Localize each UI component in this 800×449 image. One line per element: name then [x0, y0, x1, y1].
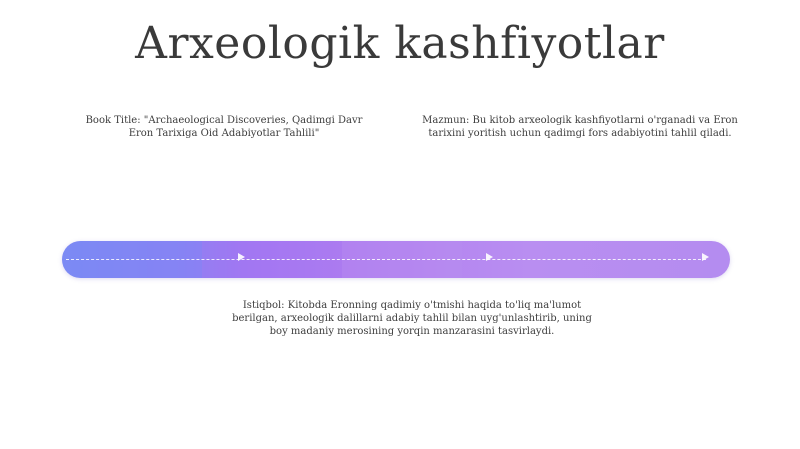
timeline-bar: [62, 241, 730, 278]
page-title: Arxeologik kashfiyotlar: [135, 18, 665, 69]
book-title-text: Book Title: "Archaeological Discoveries, Qadimgi Davr Eron Tarixiga Oid Adabiyotlar Tahlili": [85, 115, 363, 139]
summary-text: Mazmun: Bu kitob arxeologik kashfiyotlarni o'rganadi va Eron tarixini yoritish uchun qadimgi fors adabiyotini tahlil qiladi.: [422, 115, 738, 139]
arrow-right-icon: [486, 253, 493, 261]
timeline-dashed-line: [66, 259, 706, 260]
arrow-right-icon: [702, 253, 709, 261]
arrow-right-icon: [238, 253, 245, 261]
conclusion-text: Istiqbol: Kitobda Eronning qadimiy o'tmishi haqida to'liq ma'lumot berilgan, arxeologik dalillarni adabiy tahlil bilan uyg'unlashtirib, uning boy madaniy merosining yorqin manzarasini tasvirlaydi.: [232, 300, 592, 337]
